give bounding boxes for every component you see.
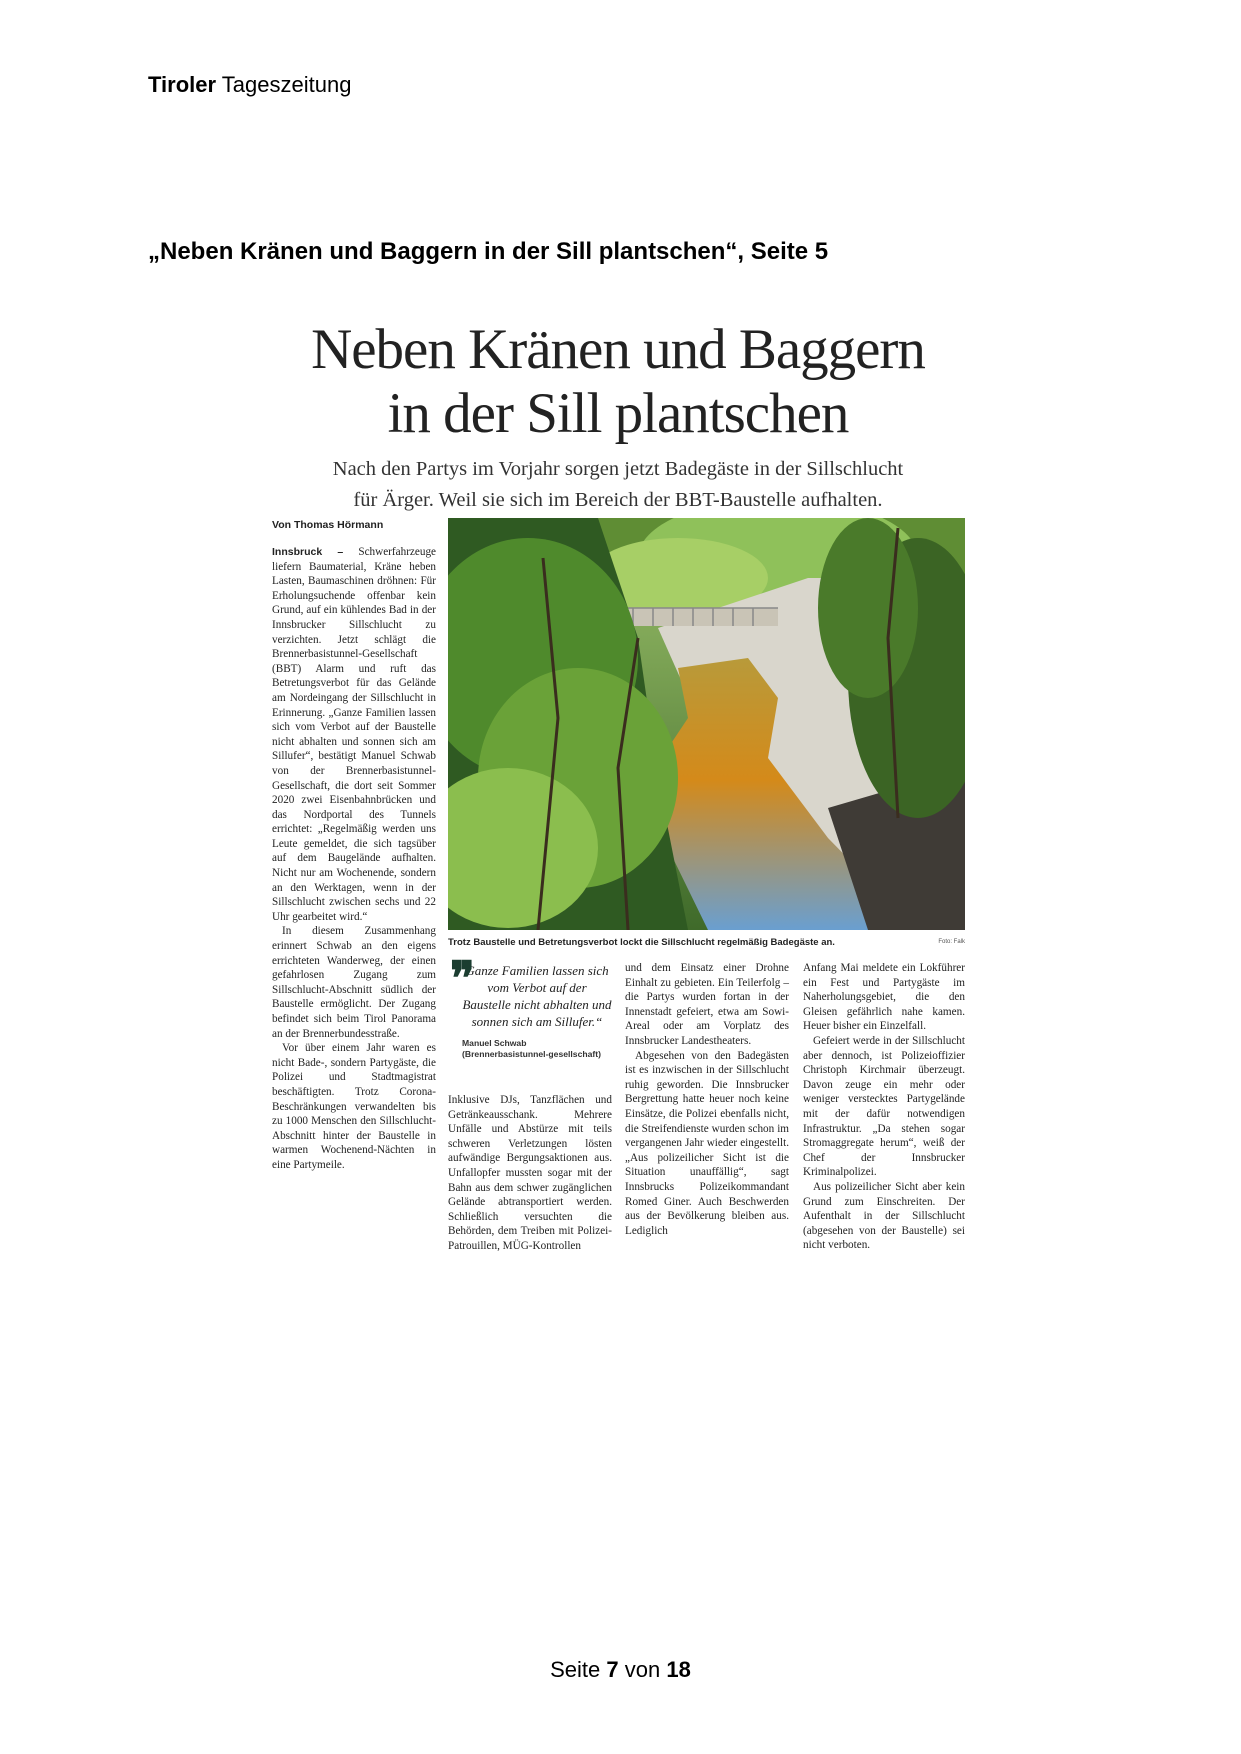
total-pages: 18 (666, 1657, 691, 1682)
photo-credit: Foto: Falk (938, 939, 965, 945)
pull-quote-source: Manuel Schwab (Brennerbasistunnel-gesellschaft) (462, 1038, 601, 1059)
brand-regular: Tageszeitung (221, 72, 352, 97)
newspaper-clipping (268, 318, 968, 1282)
page-number (0, 1657, 1241, 1683)
column-3 (625, 961, 789, 1238)
paragraph: Anfang Mai meldete ein Lokführer ein Fest und Partygäste im Naherholungsgebiet, die den Gleisen gefährlich nahe kamen. Heuer bisher ein Einzelfall. (803, 962, 965, 1033)
headline-line-2: in der Sill plantschen (387, 382, 849, 445)
subhead-line-2: für Ärger. Weil sie sich im Bereich der BBT-Baustelle aufhalten. (353, 489, 883, 511)
paragraph: Gefeiert werde in der Sillschlucht aber dennoch, ist Polizeioffizier Christoph Kirchmair überzeugt. Davon zeuge ein mehr oder weniger verstecktes Partygelände mit der dafür notwendigen Infrastruktur. „Da stehen sogar Stromaggregate herum“, weiß der Chef der Innsbrucker Kriminalpolizei. (803, 1034, 965, 1179)
paragraph: Aus polizeilicher Sicht aber kein Grund zum Einschreiten. Der Aufenthalt in der Sillschlucht (abgesehen von der Baustelle) sei nicht verboten. (803, 1180, 965, 1252)
pull-quote (448, 953, 612, 1060)
document-title: „Neben Kränen und Baggern in der Sill plantschen“, Seite 5 (148, 238, 829, 265)
paragraph (272, 545, 436, 924)
column-4 (803, 961, 965, 1253)
paragraph-text: Schwerfahrzeuge liefern Baumaterial, Kräne heben Lasten, Baumaschinen dröhnen: Für Erholungsuchende offenbar kein Grund, auf ein kühlendes Bad in der Innsbrucker Sillschlucht zu verzichten. Jetzt schlägt die Brennerbasistunnel-Gesellschaft (BBT) Alarm und ruft das Betretungsverbot für das Gelände am Nordeingang der Sillschlucht in Erinnerung. „Ganze Familien lassen sich vom Verbot auf der Baustelle nicht abhalten und sonnen sich am Sillufer“, bestätigt Manuel Schwab von der Brennerbasistunnel-Gesellschaft, die dort seit Sommer 2020 zwei Eisenbahnbrücken und das Nordportal des Tunnels errichtet: „Regelmäßig werden uns Leute gemeldet, die sich tagsüber auf dem Baugelände aufhalten. Nicht nur am Wochenende, sondern an den Werktagen, wenn in der Sillschlucht zwischen sechs und 22 Uhr gearbeitet wird.“ (272, 546, 437, 923)
article-subhead (268, 454, 968, 516)
page-separator: von (624, 1657, 661, 1682)
brand-bold: Tiroler (148, 72, 217, 97)
byline: Von Thomas Hörmann (272, 519, 384, 531)
article-headline (268, 318, 968, 446)
paragraph: Inklusive DJs, Tanzflächen und Getränkeausschank. Mehrere Unfälle und Abstürze mit teils schweren Verletzungen lösten aufwändige Bergungsaktionen aus. Unfallopfer mussten sogar mit der Bahn aus dem schwer zugänglichen Gelände abtransportiert werden. Schließlich versuchten die Behörden, dem Treiben mit Polizei-Patrouillen, MÜG-Kontrollen (448, 1094, 612, 1252)
quote-mark-icon: ❞ (450, 953, 475, 1004)
headline-line-1: Neben Kränen und Baggern (311, 318, 925, 381)
subhead-line-1: Nach den Partys im Vorjahr sorgen jetzt Badegäste in der Sillschlucht (332, 458, 904, 480)
paragraph: Vor über einem Jahr waren es nicht Bade-, sondern Partygäste, die Polizei und Stadtmagistrat beschäftigten. Trotz Corona-Beschränkungen verwandelten bis zu 1000 Menschen den Sillschlucht-Abschnitt hinter der Baustelle in warmen Wochenend-Nächten in eine Partymeile. (272, 1042, 436, 1171)
photo-caption (448, 937, 965, 948)
page-prefix: Seite (550, 1657, 601, 1682)
newspaper-name (148, 72, 351, 98)
article-photo (448, 518, 965, 930)
photo-caption-text: Trotz Baustelle und Betretungsverbot lockt die Sillschlucht regelmäßig Badegäste an. (448, 937, 835, 948)
current-page: 7 (606, 1657, 619, 1682)
column-1 (272, 545, 436, 1173)
paragraph: und dem Einsatz einer Drohne Einhalt zu gebieten. Ein Teilerfolg – die Partys wurden fortan in der Innenstadt gefeiert, etwa am Sowi-Areal oder am Vorplatz des Innsbrucker Landestheaters. (625, 962, 789, 1047)
paragraph: Abgesehen von den Badegästen ist es inzwischen in der Sillschlucht ruhig geworden. Die Innsbrucker Bergrettung hatte heuer noch keine Einsätze, die Polizei ebenfalls nicht, die Streifendienste wurden schon im vergangenen Jahr wieder eingestellt. „Aus polizeilicher Sicht ist die Situation unauffällig“, sagt Innsbrucks Polizeikommandant Romed Giner. Auch Beschwerden aus der Bevölkerung bleiben aus. Lediglich (625, 1049, 789, 1237)
river-gorge-photo (448, 518, 965, 930)
pull-quote-text: Ganze Familien lassen sich vom Verbot auf der Baustelle nicht abhalten und sonnen sich am Sillufer.“ (462, 963, 612, 1029)
dateline: Innsbruck – (272, 546, 344, 558)
column-2 (448, 1093, 612, 1254)
paragraph: In diesem Zusammenhang erinnert Schwab an den eigens errichteten Wanderweg, der einen gefahrlosen Zugang zum Sillschlucht-Abschnitt südlich der Baustelle ermöglicht. Der Zugang befindet sich beim Tirol Panorama an der Brennerbundesstraße. (272, 925, 436, 1040)
